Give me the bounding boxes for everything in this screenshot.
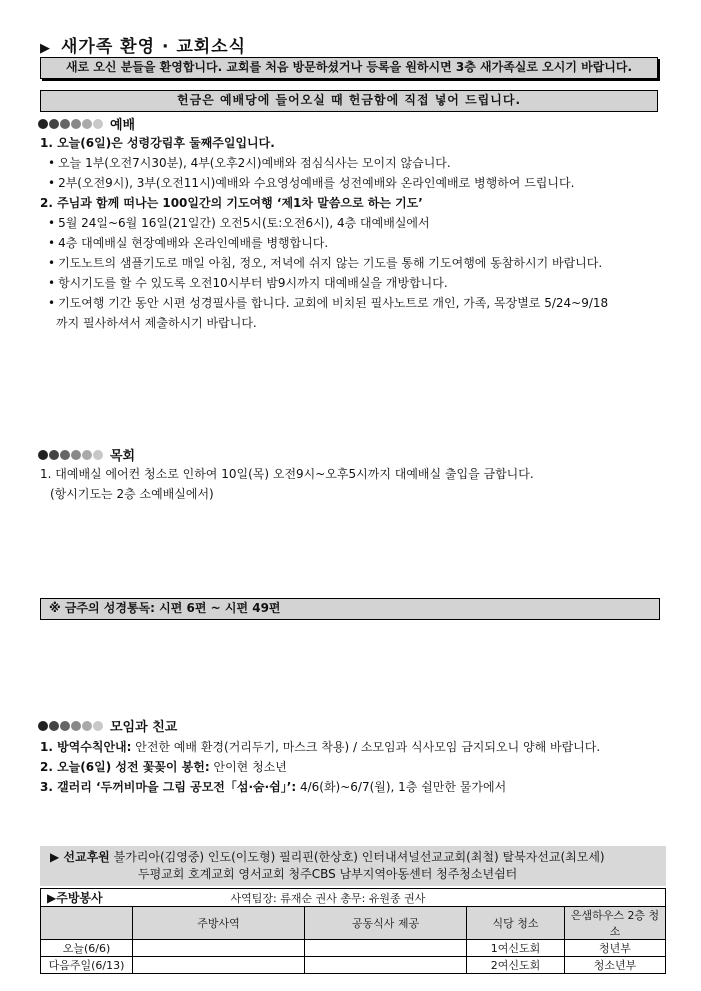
list-item-text: 4/6(화)~6/7(월), 1층 쉴만한 물가에서 xyxy=(296,780,507,794)
table-cell: 2여신도회 xyxy=(467,957,565,974)
section-title: 모임과 친교 xyxy=(110,720,178,735)
table-header-cell: 주방사역 xyxy=(133,907,305,940)
list-item: 까지 필사하셔서 제출하시기 바랍니다. xyxy=(56,316,257,330)
list-item: 2. 주님과 함께 떠나는 100일간의 기도여행 ‘제1차 말씀으로 하는 기도’ xyxy=(40,196,423,210)
table-row xyxy=(41,957,666,974)
list-item-label: 3. 갤러리 ‘두꺼비마을 그림 공모전「섬·숨·쉼」’: xyxy=(40,780,297,794)
page-title: 새가족 환영 · 교회소식 xyxy=(61,37,247,57)
list-item-text: 안이현 청소년 xyxy=(209,760,287,774)
kitchen-label: ▶주방봉사 xyxy=(41,889,133,907)
list-item: • 기도노트의 샘플기도로 매일 아침, 정오, 저녁에 쉬지 않는 기도를 통해 기도여행에 동참하시기 바랍니다. xyxy=(40,253,670,273)
list-item xyxy=(40,737,680,757)
fellowship-section-title xyxy=(38,716,177,735)
kitchen-info: 사역팀장: 류재순 권사 총무: 유원종 권사 xyxy=(133,889,666,907)
table-cell xyxy=(305,940,467,957)
table-cell xyxy=(133,940,305,957)
list-item-text: 안전한 예배 환경(거리두기, 마스크 착용) / 소모임과 식사모임 금지되오니 양해 바랍니다. xyxy=(131,740,601,754)
table-header-row xyxy=(41,907,666,940)
fellowship-list xyxy=(40,737,680,797)
section-header xyxy=(40,32,246,57)
table-cell: 청년부 xyxy=(565,940,666,957)
pastoral-section-title xyxy=(38,445,135,464)
mission-line-2: 두평교회 호계교회 영서교회 청주CBS 남부지역아동센터 청주청소년쉼터 xyxy=(138,867,518,881)
arrow-icon: ▶ xyxy=(40,41,51,56)
table-header-cell: 식당 청소 xyxy=(467,907,565,940)
list-item xyxy=(40,757,680,777)
list-item xyxy=(40,777,680,797)
list-item-label: 2. 오늘(6일) 성전 꽃꽂이 봉헌: xyxy=(40,760,210,774)
list-item: 1. 대예배실 에어컨 청소로 인하여 10일(목) 오전9시~오후5시까지 대예배실 출입을 금합니다. xyxy=(40,467,534,481)
list-item: • 항시기도를 할 수 있도록 오전10시부터 밤9시까지 대예배실을 개방합니다. xyxy=(40,273,670,293)
table-cell: 다음주일(6/13) xyxy=(41,957,133,974)
worship-section-title xyxy=(38,114,135,133)
welcome-banner: 새로 오신 분들을 환영합니다. 교회를 처음 방문하셨거나 등록을 원하시면 3층 새가족실로 오시기 바랍니다. xyxy=(40,57,658,79)
list-item: • 4층 대예배실 현장예배와 온라인예배를 병행합니다. xyxy=(40,233,670,253)
list-item: (항시기도는 2층 소예배실에서) xyxy=(50,487,214,501)
list-item: • 2부(오전9시), 3부(오전11시)예배와 수요영성예배를 성전예배와 온라인예배로 병행하여 드립니다. xyxy=(40,173,670,193)
kitchen-service-table xyxy=(40,888,666,974)
table-header-cell: 은샘하우스 2층 청소 xyxy=(565,907,666,940)
mission-label: ▶ 선교후원 xyxy=(50,850,110,864)
offering-banner: 헌금은 예배당에 들어오실 때 헌금함에 직접 넣어 드립니다. xyxy=(40,90,658,112)
table-cell xyxy=(305,957,467,974)
bullet-dots-icon xyxy=(38,119,104,129)
bullet-dots-icon xyxy=(38,450,104,460)
table-header-cell xyxy=(41,907,133,940)
list-item: 1. 오늘(6일)은 성령강림후 둘째주일입니다. xyxy=(40,136,275,150)
mission-line-1: 불가리아(김영중) 인도(이도형) 필리핀(한상호) 인터내셔널선교교회(최철) 탈북자선교(최모세) xyxy=(113,850,605,864)
bullet-dots-icon xyxy=(38,721,104,731)
list-item: • 기도여행 기간 동안 시편 성경필사를 합니다. 교회에 비치된 필사노트로 개인, 가족, 목장별로 5/24~9/18 xyxy=(40,293,670,313)
mission-support-box xyxy=(40,846,666,886)
table-cell: 1여신도회 xyxy=(467,940,565,957)
bible-reading-banner: ※ 금주의 성경통독: 시편 6편 ~ 시편 49편 xyxy=(40,598,660,620)
worship-list xyxy=(40,133,670,333)
list-item: • 5월 24일~6월 16일(21일간) 오전5시(토:오전6시), 4층 대예배실에서 xyxy=(40,213,670,233)
table-cell: 청소년부 xyxy=(565,957,666,974)
table-cell: 오늘(6/6) xyxy=(41,940,133,957)
section-title: 목회 xyxy=(110,449,136,464)
table-cell xyxy=(133,957,305,974)
pastoral-list xyxy=(40,464,670,504)
table-header-cell: 공동식사 제공 xyxy=(305,907,467,940)
section-title: 예배 xyxy=(110,118,136,133)
table-row xyxy=(41,940,666,957)
list-item-label: 1. 방역수칙안내: xyxy=(40,740,132,754)
list-item: • 오늘 1부(오전7시30분), 4부(오후2시)예배와 점심식사는 모이지 않습니다. xyxy=(40,153,670,173)
